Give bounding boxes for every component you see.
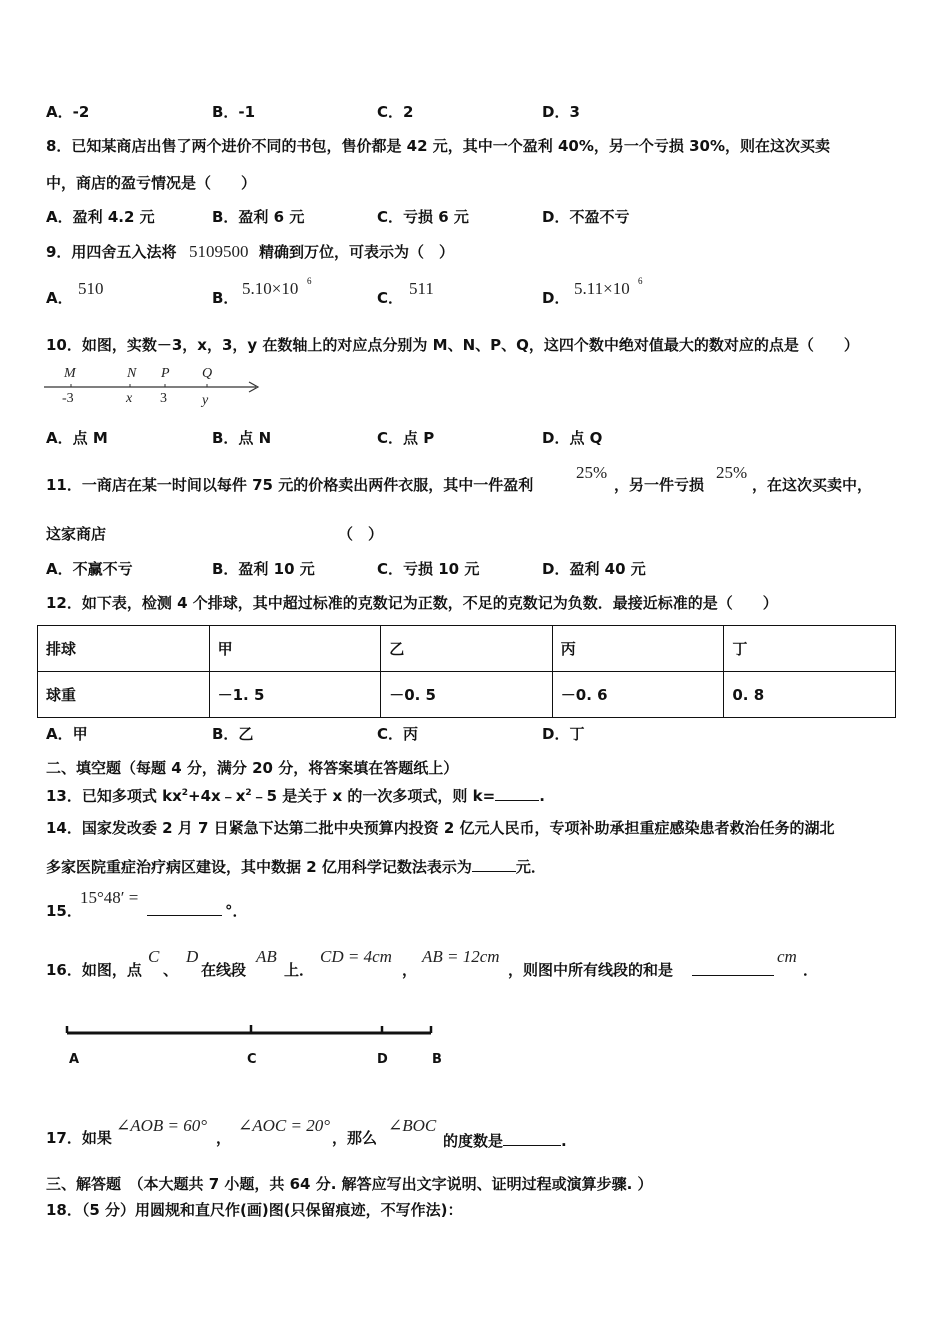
table-cell: 丁 bbox=[724, 626, 896, 672]
q17-text-b: ，那么 bbox=[332, 1129, 378, 1147]
section-3-title: 三、解答题 （本大题共 7 小题，共 64 分. 解答应写出文字说明、证明过程或演算步骤. ） bbox=[46, 1175, 653, 1193]
q18-stem: 18．（5 分）用圆规和直尺作(画)图(只保留痕迹，不写作法)： bbox=[46, 1201, 463, 1219]
q16-cd-length: CD = 4cm bbox=[320, 947, 392, 966]
q15-label: 15． bbox=[46, 902, 82, 920]
q12-option-d: D．丁 bbox=[542, 725, 585, 743]
q13-sup-2: 2 bbox=[245, 788, 252, 798]
q12-option-b: B．乙 bbox=[212, 725, 254, 743]
q11-percent-loss: 25% bbox=[716, 463, 748, 482]
point-label-n: N bbox=[127, 366, 137, 381]
q16-comma: ， bbox=[402, 961, 418, 979]
q8-option-a: A．盈利 4.2 元 bbox=[46, 208, 155, 226]
q14-stem-line2 bbox=[46, 857, 546, 875]
q15-expression: 15°48′ = bbox=[80, 888, 139, 907]
q11-stem-a: 11．一商店在某一时间以每件 75 元的价格卖出两件衣服，其中一件盈利 bbox=[46, 476, 534, 494]
q13-text-d: . bbox=[539, 787, 545, 805]
q11-answer-paren: （ ） bbox=[338, 525, 384, 543]
q16-point-c: C bbox=[148, 947, 160, 966]
value-label-y: y bbox=[202, 393, 209, 408]
q14-answer-blank[interactable] bbox=[472, 857, 516, 872]
point-label-q: Q bbox=[202, 366, 213, 381]
segment-figure bbox=[60, 1022, 450, 1072]
q11-option-b: B．盈利 10 元 bbox=[212, 560, 315, 578]
table-header-row bbox=[38, 626, 896, 672]
section-2-title: 二、填空题（每题 4 分，满分 20 分，将答案填在答题纸上） bbox=[46, 759, 459, 777]
volleyball-weight-table bbox=[37, 625, 896, 718]
table-cell: －1. 5 bbox=[209, 672, 381, 718]
q17-comma: ， bbox=[216, 1129, 232, 1147]
table-cell: 乙 bbox=[381, 626, 553, 672]
q8-option-c: C．亏损 6 元 bbox=[377, 208, 469, 226]
q13-text-c: ﹣5 是关于 x 的一次多项式，则 k= bbox=[251, 787, 496, 805]
q9-option-d-exponent: 6 bbox=[638, 276, 643, 286]
q15-answer-blank[interactable] bbox=[147, 901, 222, 916]
q14-stem-line1: 14．国家发改委 2 月 7 日紧急下达第二批中央预算内投资 2 亿元人民币，专项补助承担重症感染患者救治任务的湖北 bbox=[46, 819, 835, 837]
q8-stem-line2: 中，商店的盈亏情况是（ ） bbox=[46, 174, 257, 192]
q16-text-c: 上． bbox=[284, 961, 315, 979]
q13-sup-1: 2 bbox=[181, 788, 189, 798]
q13-stem bbox=[46, 786, 545, 804]
q9-stem-a: 9．用四舍五入法将 bbox=[46, 243, 177, 261]
q10-option-d: D．点 Q bbox=[542, 429, 603, 447]
q10-option-b: B．点 N bbox=[212, 429, 272, 447]
q11-option-c: C．亏损 10 元 bbox=[377, 560, 480, 578]
table-cell: 排球 bbox=[38, 626, 210, 672]
q17-angle-aoc: ∠AOC = 20° bbox=[238, 1116, 331, 1135]
q10-stem: 10．如图，实数－3，x，3，y 在数轴上的对应点分别为 M、N、P、Q，这四个数中绝对值最大的数对应的点是（ ） bbox=[46, 336, 859, 354]
q17-angle-boc: ∠BOC bbox=[388, 1116, 437, 1135]
q16-text-a: 16．如图，点 bbox=[46, 961, 142, 979]
q8-stem-line1: 8．已知某商店出售了两个进价不同的书包，售价都是 42 元，其中一个盈利 40%，另一个亏损 30%，则在这次买卖 bbox=[46, 137, 831, 155]
q10-option-a: A．点 M bbox=[46, 429, 108, 447]
q14-text-a: 多家医院重症治疗病区建设，其中数据 2 亿用科学记数法表示为 bbox=[46, 858, 472, 876]
q11-option-d: D．盈利 40 元 bbox=[542, 560, 646, 578]
q9-option-d-base: 5.11×10 bbox=[574, 279, 630, 298]
q12-stem: 12．如下表，检测 4 个排球，其中超过标准的克数记为正数，不足的克数记为负数．最接近标准的是（ ） bbox=[46, 594, 778, 612]
q9-letter-d: D． bbox=[542, 289, 570, 307]
q17-text-c-label: 的度数是 bbox=[443, 1132, 504, 1150]
q11-percent-profit: 25% bbox=[576, 463, 608, 482]
q9-option-b-base: 5.10×10 bbox=[242, 279, 299, 298]
q7-option-a: A．-2 bbox=[46, 103, 90, 121]
q17-text-a: 17．如果 bbox=[46, 1129, 112, 1147]
segment-label-d: D bbox=[377, 1052, 388, 1067]
table-row bbox=[38, 672, 896, 718]
table-cell: －0. 6 bbox=[552, 672, 724, 718]
q17-text-c bbox=[443, 1131, 567, 1149]
q11-option-a: A．不赢不亏 bbox=[46, 560, 133, 578]
q9-letter-c: C． bbox=[377, 289, 404, 307]
q16-segment-ab: AB bbox=[256, 947, 277, 966]
q16-point-d: D bbox=[186, 947, 199, 966]
table-cell: 甲 bbox=[209, 626, 381, 672]
q13-text-a: 13．已知多项式 kx bbox=[46, 787, 182, 805]
value-label-neg3: -3 bbox=[62, 391, 74, 406]
q9-option-a-value: 510 bbox=[78, 279, 104, 298]
q9-stem-b: 精确到万位，可表示为（ ） bbox=[259, 243, 455, 261]
value-label-3: 3 bbox=[160, 391, 167, 406]
q14-text-b: 元． bbox=[515, 858, 546, 876]
q7-option-b: B．-1 bbox=[212, 103, 256, 121]
q13-text-b: +4x﹣x bbox=[188, 787, 246, 805]
q11-stem-b: ，另一件亏损 bbox=[614, 476, 705, 494]
q7-option-c: C．2 bbox=[377, 103, 414, 121]
table-cell: 丙 bbox=[552, 626, 724, 672]
q16-unit: cm bbox=[777, 947, 797, 966]
q16-ab-length: AB = 12cm bbox=[422, 947, 500, 966]
q10-option-c: C．点 P bbox=[377, 429, 435, 447]
q13-answer-blank[interactable] bbox=[495, 786, 539, 801]
segment-label-b: B bbox=[432, 1052, 442, 1067]
q16-end: ． bbox=[803, 961, 819, 979]
q9-option-c-value: 511 bbox=[409, 279, 434, 298]
q16-separator: 、 bbox=[163, 961, 179, 979]
number-line-figure bbox=[44, 364, 264, 408]
table-cell: －0. 5 bbox=[381, 672, 553, 718]
q7-option-d: D．3 bbox=[542, 103, 580, 121]
q12-option-c: C．丙 bbox=[377, 725, 419, 743]
q17-angle-aob: ∠AOB = 60° bbox=[116, 1116, 208, 1135]
q9-number: 5109500 bbox=[189, 242, 249, 261]
q16-text-d: ，则图中所有线段的和是 bbox=[508, 961, 674, 979]
segment-label-c: C bbox=[247, 1052, 257, 1067]
segment-label-a: A bbox=[69, 1052, 80, 1067]
q15-tail: °． bbox=[225, 902, 248, 920]
q9-letter-a: A． bbox=[46, 289, 73, 307]
q17-text-d: . bbox=[561, 1132, 567, 1150]
q16-answer-blank[interactable] bbox=[692, 961, 774, 976]
point-label-p: P bbox=[161, 366, 170, 381]
q8-option-b: B．盈利 6 元 bbox=[212, 208, 305, 226]
q16-text-b: 在线段 bbox=[201, 961, 247, 979]
value-label-x: x bbox=[126, 391, 133, 406]
point-label-m: M bbox=[64, 366, 76, 381]
q9-option-b-exponent: 6 bbox=[307, 276, 312, 286]
q17-answer-blank[interactable] bbox=[503, 1131, 561, 1146]
table-cell: 0. 8 bbox=[724, 672, 896, 718]
q12-option-a: A．甲 bbox=[46, 725, 88, 743]
q11-stem-c: ，在这次买卖中， bbox=[752, 476, 873, 494]
q9-letter-b: B． bbox=[212, 289, 239, 307]
q8-option-d: D．不盈不亏 bbox=[542, 208, 630, 226]
table-cell: 球重 bbox=[38, 672, 210, 718]
q11-stem-line2: 这家商店 bbox=[46, 525, 107, 543]
